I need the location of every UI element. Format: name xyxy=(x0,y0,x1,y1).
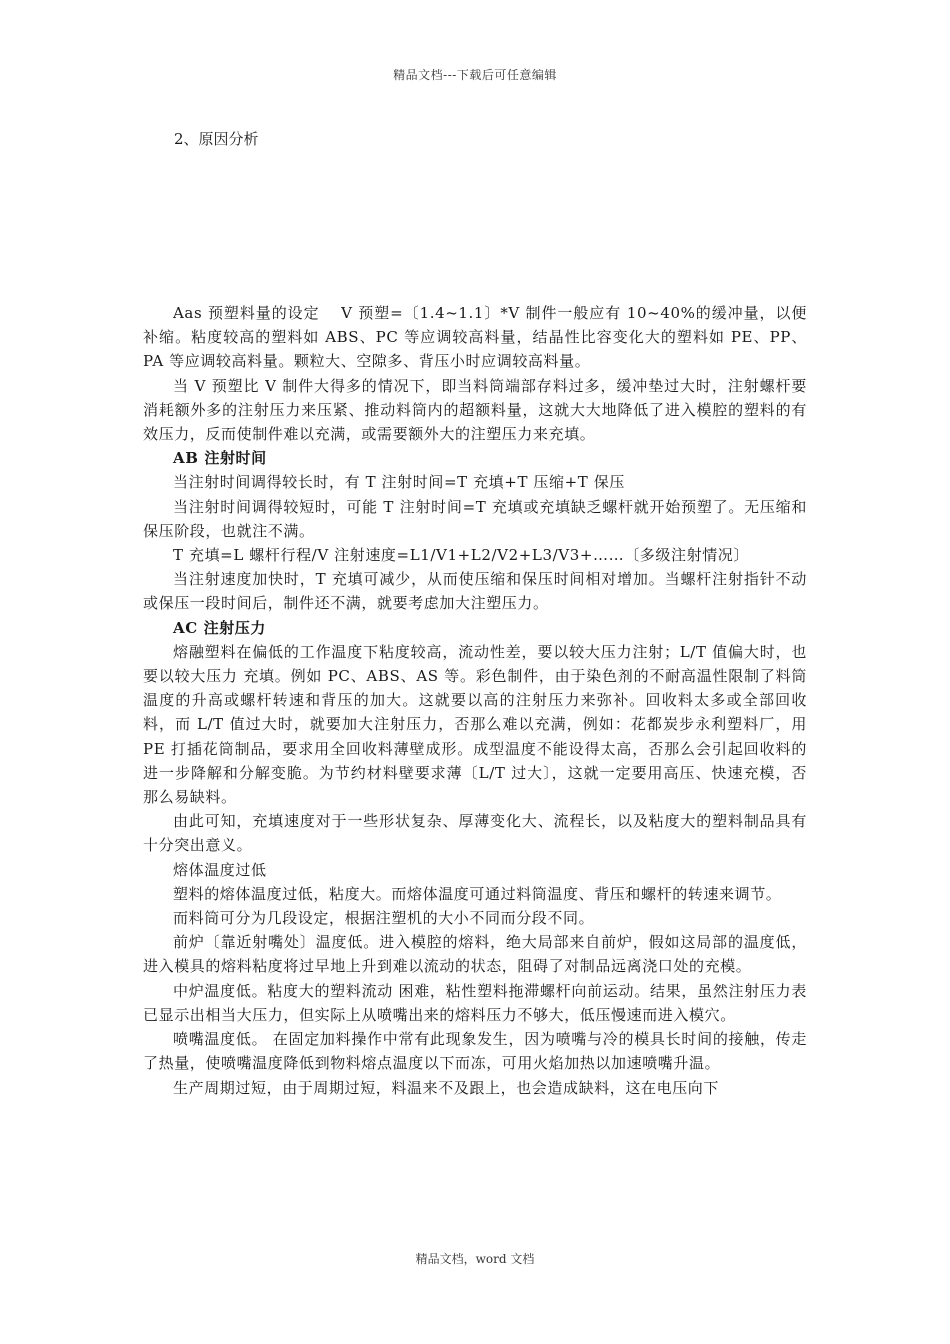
paragraph: 当注射时间调得较长时，有 T 注射时间=T 充填+T 压缩+T 保压 xyxy=(173,473,625,492)
page-footer: 精品文档，word 文档 xyxy=(415,1252,535,1266)
paragraph: 当注射时间调得较短时，可能 T 注射时间=T 充填或充填缺乏螺杆就开始预塑了。无压缩和保压阶段，也就注不满。 xyxy=(143,497,807,540)
section-title: 2、原因分析 xyxy=(174,130,259,148)
paragraph: 塑料的熔体温度过低，粘度大。而熔体温度可通过料筒温度、背压和螺杆的转速来调节。 xyxy=(173,884,782,903)
page-header: 精品文档---下载后可任意编辑 xyxy=(393,68,557,82)
paragraph: Aas 预塑料量的设定 V 预塑=〔1.4~1.1〕*V 制件一般应有 10~40%的缓冲量，以便补缩。粘度较高的塑料如 ABS、PC 等应调较高料量，结晶性比容变化大的塑料如 PE、PP、PA 等应调较高料量。颗粒大、空隙多、背压小时应调较高料量。 xyxy=(143,304,807,371)
paragraph: 当 V 预塑比 V 制件大得多的情况下，即当料筒端部存料过多，缓冲垫过大时，注射螺杆要消耗额外多的注射压力来压紧、推动料筒内的超额料量，这就大大地降低了进入模腔的塑料的有效压力，反而使制件难以充满，或需要额外大的注塑压力来充填。 xyxy=(143,376,807,444)
paragraph: 当注射速度加快时，T 充填可减少，从而使压缩和保压时间相对增加。当螺杆注射指针不动或保压一段时间后，制件还不满，就要考虑加大注塑压力。 xyxy=(143,570,807,613)
paragraph: 由此可知，充填速度对于一些形状复杂、厚薄变化大、流程长，以及粘度大的塑料制品具有十分突出意义。 xyxy=(143,812,807,855)
paragraph: 生产周期过短，由于周期过短，料温来不及跟上，也会造成缺料，这在电压向下 xyxy=(173,1078,720,1097)
paragraph: 而料筒可分为几段设定，根据注塑机的大小不同而分段不同。 xyxy=(173,909,595,928)
paragraph: 喷嘴温度低。 在固定加料操作中常有此现象发生，因为喷嘴与冷的模具长时间的接触，传走了热量，使喷嘴温度降低到物料熔点温度以下而冻，可用火焰加热以加速喷嘴升温。 xyxy=(143,1030,807,1073)
document-body xyxy=(143,301,807,1100)
paragraph: T 充填=L 螺杆行程/V 注射速度=L1/V1+L2/V2+L3/V3+……〔多级注射情况〕 xyxy=(173,546,750,565)
paragraph: 中炉温度低。粘度大的塑料流动 困难，粘性塑料拖滞螺杆向前运动。结果，虽然注射压力表已显示出相当大压力，但实际上从喷嘴出来的熔料压力不够大，低压慢速而进入模穴。 xyxy=(143,981,807,1024)
paragraph: 熔体温度过低 xyxy=(173,860,267,879)
subheading-injection-pressure: AC 注射压力 xyxy=(173,618,266,637)
paragraph: 熔融塑料在偏低的工作温度下粘度较高，流动性差，要以较大压力注射；L/T 值偏大时，也要以较大压力 充填。例如 PC、ABS、AS 等。彩色制件，由于染色剂的不耐高温性限制了料筒温度的升高或螺杆转速和背压的加大。这就要以高的注射压力来弥补。回收料太多或全部回收料，而 L/T 值过大时，就要加大注射压力，否那么难以充满，例如：花都炭步永利塑料厂，用 PE 打插花筒制品，要求用全回收料薄壁成形。成型温度不能设得太高，否那么会引起回收料的进一步降解和分解变脆。为节约材料壁要求薄〔L/T 过大〕，这就一定要用高压、快速充模，否那么易缺料。 xyxy=(143,642,807,807)
subheading-injection-time: AB 注射时间 xyxy=(173,449,267,468)
paragraph: 前炉〔靠近射嘴处〕温度低。进入模腔的熔料，绝大局部来自前炉，假如这局部的温度低，进入模具的熔料粘度将过早地上升到难以流动的状态，阻碍了对制品远离浇口处的充模。 xyxy=(143,933,807,976)
